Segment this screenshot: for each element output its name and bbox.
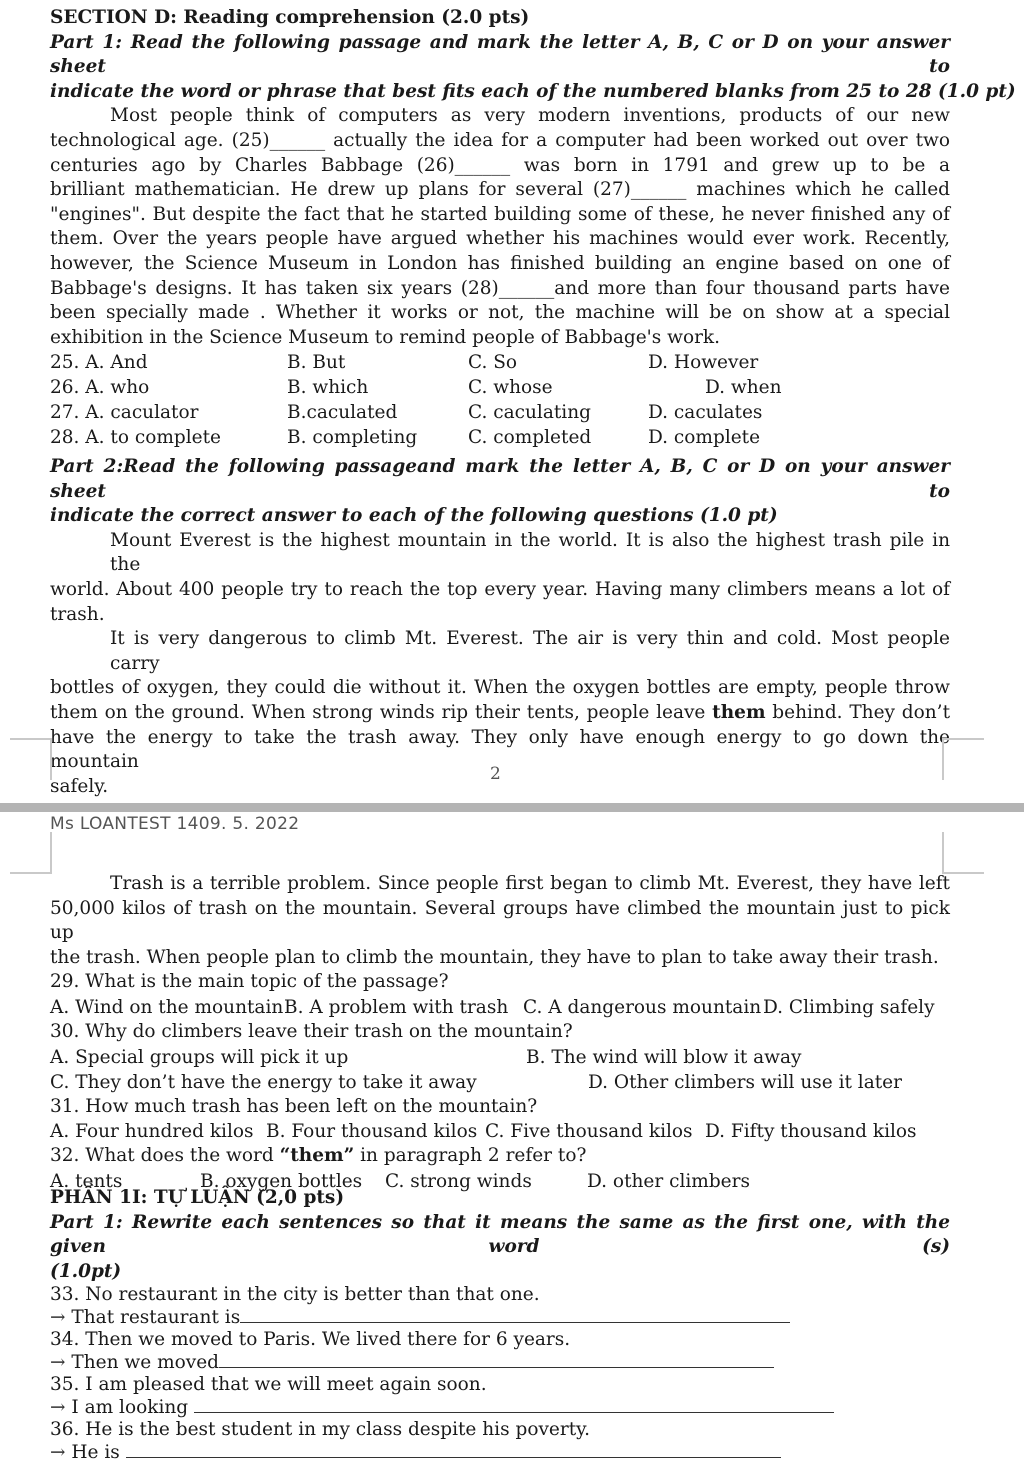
arrow-icon: → xyxy=(50,1441,66,1463)
option-c[interactable]: C. whose xyxy=(468,377,553,399)
passage-line: centuries ago by Charles Babbage (26)______ was born in 1791 and grew up to be a xyxy=(50,154,950,176)
question-30: 30. Why do climbers leave their trash on the mountain? xyxy=(50,1020,573,1042)
option-b[interactable]: B. which xyxy=(287,377,369,399)
part-ii xyxy=(50,1186,950,1464)
option-c[interactable]: C. caculating xyxy=(468,402,591,424)
question-row-28 xyxy=(50,425,950,450)
rewrite-question-36: 36. He is the best student in my class despite his poverty. xyxy=(50,1419,591,1441)
question-row-25 xyxy=(50,350,950,375)
rewrite-answer-35 xyxy=(50,1397,950,1420)
answer-blank[interactable] xyxy=(126,1443,781,1458)
option-c[interactable]: C. So xyxy=(468,352,518,374)
option-c[interactable]: C. They don’t have the energy to take it away xyxy=(50,1071,477,1093)
option-d[interactable]: D. when xyxy=(705,377,782,399)
part2-continued xyxy=(50,872,950,1194)
part1-instruction-1: Part 1: Read the following passage and mark the letter A, B, C or D on your answer sheet to xyxy=(50,31,950,78)
answer-prompt: Then we moved xyxy=(71,1351,219,1373)
passage-1 xyxy=(50,104,950,350)
part1-instruction-2: indicate the word or phrase that best fits each of the numbered blanks from 25 to 28 (1.0 pt) xyxy=(50,80,1016,102)
part2-instruction-2: indicate the correct answer to each of the following questions (1.0 pt) xyxy=(50,505,778,527)
text-segment: them on the ground. When strong winds rip their tents, people leave xyxy=(50,701,713,723)
passage-line: 50,000 kilos of trash on the mountain. Several groups have climbed the mountain just to pick up xyxy=(50,897,950,944)
option-d[interactable]: D. However xyxy=(648,352,759,374)
page-corner-mark xyxy=(942,832,984,874)
passage-line: have the energy to take the trash away. They only have enough energy to go down the mountain xyxy=(50,726,950,773)
passage-line: Mount Everest is the highest mountain in the world. It is also the highest trash pile in the xyxy=(110,529,950,576)
question-31: 31. How much trash has been left on the mountain? xyxy=(50,1095,538,1117)
option-a[interactable]: 28. A. to complete xyxy=(50,427,222,449)
section-d xyxy=(50,6,1016,450)
option-c[interactable]: C. A dangerous mountain xyxy=(523,996,762,1018)
question-row-26 xyxy=(50,375,950,400)
passage-line: however, the Science Museum in London has finished building an engine based on one of xyxy=(50,252,950,274)
page-corner-mark xyxy=(942,738,984,780)
part2 xyxy=(50,455,950,799)
arrow-icon: → xyxy=(50,1396,66,1418)
arrow-icon: → xyxy=(50,1351,66,1373)
passage-line: Babbage's designs. It has taken six years (28)______and more than four thousand parts have xyxy=(50,277,950,299)
passage-line xyxy=(50,701,950,726)
text-segment: 32. What does the word xyxy=(50,1145,280,1167)
option-d[interactable]: D. complete xyxy=(648,427,761,449)
passage-line: Trash is a terrible problem. Since people first began to climb Mt. Everest, they have left xyxy=(110,873,950,894)
part2-instruction-1: Part 2:Read the following passageand mark the letter A, B, C or D on your answer sheet to xyxy=(50,456,950,502)
option-d[interactable]: D. caculates xyxy=(648,402,763,424)
arrow-icon: → xyxy=(50,1306,66,1328)
option-c[interactable]: C. strong winds xyxy=(385,1170,532,1192)
question-29: 29. What is the main topic of the passage? xyxy=(50,971,449,993)
rewrite-question-33: 33. No restaurant in the city is better than that one. xyxy=(50,1284,540,1306)
rewrite-answer-33 xyxy=(50,1307,950,1330)
passage-line: trash. xyxy=(50,603,105,625)
option-d[interactable]: D. Fifty thousand kilos xyxy=(705,1121,917,1143)
answer-prompt: He is xyxy=(71,1441,120,1463)
option-b[interactable]: B. completing xyxy=(287,427,418,449)
passage-line: brilliant mathematician. He drew up plans for several (27)______ machines which he called xyxy=(50,179,950,201)
option-c[interactable]: C. Five thousand kilos xyxy=(485,1121,693,1143)
rewrite-question-34: 34. Then we moved to Paris. We lived there for 6 years. xyxy=(50,1329,571,1351)
page-corner-mark xyxy=(10,832,52,874)
option-a[interactable]: 27. A. caculator xyxy=(50,402,199,424)
passage-line: Most people think of computers as very modern inventions, products of our new xyxy=(110,105,950,127)
answer-prompt: I am looking xyxy=(71,1396,189,1418)
passage-line: It is very dangerous to climb Mt. Everest. The air is very thin and cold. Most people carry xyxy=(110,628,950,674)
page-header-text: Ms LOANTEST 1409. 5. 2022 xyxy=(50,814,300,834)
passage-line: "engines". But despite the fact that he started building some of these, he never finished any of xyxy=(50,203,950,225)
passage-line: exhibition in the Science Museum to remind people of Babbage's work. xyxy=(50,326,721,348)
option-a[interactable]: A. Special groups will pick it up xyxy=(50,1046,349,1068)
rewrite-answer-34 xyxy=(50,1352,950,1375)
option-d[interactable]: D. Other climbers will use it later xyxy=(588,1071,902,1093)
option-a[interactable]: 25. A. And xyxy=(50,352,148,374)
option-a[interactable]: A. tents xyxy=(50,1170,123,1192)
option-b[interactable]: B. But xyxy=(287,352,346,374)
part-ii-instruction-1: Part 1: Rewrite each sentences so that it means the same as the first one, with the given word (s) xyxy=(50,1211,950,1258)
answer-prompt: That restaurant is xyxy=(71,1306,241,1328)
question-row-27 xyxy=(50,400,950,425)
option-d[interactable]: D. Climbing safely xyxy=(763,996,935,1018)
page-separator xyxy=(0,803,1024,812)
text-segment: behind. They don’t xyxy=(765,701,950,723)
question-31-options xyxy=(50,1119,950,1144)
option-b[interactable]: B. oxygen bottles xyxy=(200,1170,363,1192)
text-segment: in paragraph 2 refer to? xyxy=(354,1145,587,1167)
option-b[interactable]: B. A problem with trash xyxy=(284,996,509,1018)
option-a[interactable]: 26. A. who xyxy=(50,377,150,399)
part-ii-title: PHẦN 1I: TỰ LUẬN (2,0 pts) xyxy=(50,1187,345,1208)
passage-line: safely. xyxy=(50,775,109,797)
passage-line: bottles of oxygen, they could die without it. When the oxygen bottles are empty, people throw xyxy=(50,677,950,699)
passage-line: technological age. (25)______ actually the idea for a computer had been worked out over two xyxy=(50,129,950,151)
option-a[interactable]: A. Four hundred kilos xyxy=(50,1121,254,1143)
passage-line: the trash. When people plan to climb the mountain, they have to plan to take away their trash. xyxy=(50,946,939,968)
part-ii-instruction-2: (1.0pt) xyxy=(50,1260,122,1282)
option-b[interactable]: B.caculated xyxy=(287,402,398,424)
highlighted-word: them xyxy=(712,701,766,723)
rewrite-answer-36 xyxy=(50,1442,950,1464)
passage-line: world. About 400 people try to reach the top every year. Having many climbers means a lot of xyxy=(50,578,950,600)
page-number: 2 xyxy=(490,764,501,784)
option-a[interactable]: A. Wind on the mountain xyxy=(50,996,284,1018)
rewrite-question-35: 35. I am pleased that we will meet again soon. xyxy=(50,1374,487,1396)
question-32 xyxy=(50,1144,950,1169)
passage-line: been specially made . Whether it works or not, the machine will be on show at a special xyxy=(50,302,950,324)
section-title: SECTION D: Reading comprehension (2.0 pts) xyxy=(50,7,530,28)
question-options-25-28 xyxy=(50,350,950,450)
passage-line: them. Over the years people have argued whether his machines would ever work. Recently, xyxy=(50,228,950,250)
answer-blank[interactable] xyxy=(194,1398,834,1413)
option-d[interactable]: D. other climbers xyxy=(587,1170,750,1192)
answer-blank[interactable] xyxy=(240,1308,790,1323)
answer-blank[interactable] xyxy=(219,1353,774,1368)
option-b[interactable]: B. The wind will blow it away xyxy=(526,1046,802,1068)
question-30-options-ab xyxy=(50,1045,950,1070)
highlighted-word: “them” xyxy=(279,1145,355,1167)
option-c[interactable]: C. completed xyxy=(468,427,592,449)
page-corner-mark xyxy=(10,738,52,780)
question-30-options-cd xyxy=(50,1070,950,1095)
option-b[interactable]: B. Four thousand kilos xyxy=(266,1121,478,1143)
question-29-options xyxy=(50,995,950,1020)
